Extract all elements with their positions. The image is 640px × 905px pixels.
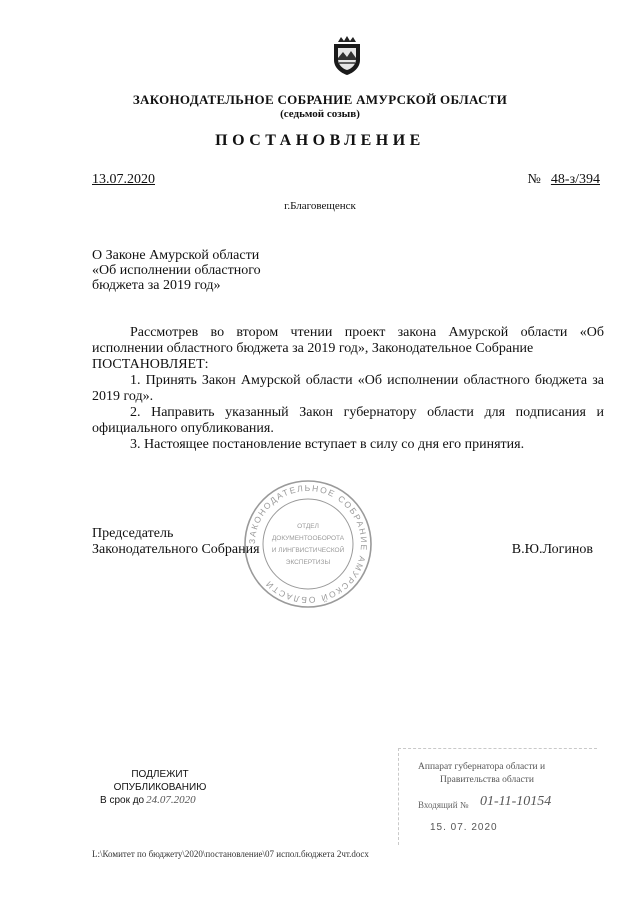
chairman-title-line: Законодательного Собрания <box>92 542 260 557</box>
registration-line: Правительства области <box>440 775 534 785</box>
organization-name: ЗАКОНОДАТЕЛЬНОЕ СОБРАНИЕ АМУРСКОЙ ОБЛАСТИ <box>132 92 508 107</box>
subject-heading <box>92 248 261 293</box>
publication-deadline <box>100 794 220 807</box>
seal-center-line: ОТДЕЛ <box>297 523 319 530</box>
chairman-title <box>92 526 260 558</box>
item-3: 3. Настоящее постановление вступает в силу со дня его принятия. <box>130 437 525 452</box>
subject-line: бюджета за 2019 год» <box>92 278 221 293</box>
resolves-heading: ПОСТАНОВЛЯЕТ: <box>92 357 209 372</box>
seal-center-line: ЭКСПЕРТИЗЫ <box>285 559 331 566</box>
registration-stamp <box>398 748 596 844</box>
seal-center-line: ДОКУМЕНТООБОРОТА <box>271 535 345 542</box>
deadline-value: 24.07.2020 <box>146 794 196 806</box>
incoming-label: Входящий № <box>418 800 469 810</box>
publication-line: ОПУБЛИКОВАНИЮ <box>113 782 207 793</box>
publication-line: ПОДЛЕЖИТ <box>131 769 189 780</box>
intro-paragraph: Рассмотрев во втором чтении проект закона Амурской области «Об исполнении областного бюджета за 2019 год», Законодательное Собрание <box>92 325 604 356</box>
item-1: 1. Принять Закон Амурской области «Об исполнении областного бюджета за 2019 год». <box>92 373 604 404</box>
subject-line: О Законе Амурской области <box>92 248 260 263</box>
file-path-footer: L:\Комитет по бюджету\2020\постановление\07 испол.бюджета 2чт.docx <box>92 849 369 859</box>
convocation: (седьмой созыв) <box>280 108 360 120</box>
item-2: 2. Направить указанный Закон губернатору области для подписания и официального опубликования. <box>92 405 604 436</box>
subject-line: «Об исполнении областного <box>92 263 261 278</box>
document-title: ПОСТАНОВЛЕНИЕ <box>215 132 425 149</box>
publication-stamp <box>100 768 220 807</box>
registration-date: 15. 07. 2020 <box>430 822 498 833</box>
document-number <box>528 172 600 188</box>
seal-outer-text: ЗАКОНОДАТЕЛЬНОЕ СОБРАНИЕ АМУРСКОЙ ОБЛАСТИ <box>246 482 370 606</box>
signatory-name: В.Ю.Логинов <box>511 542 593 557</box>
number-value: 48-з/394 <box>550 172 600 187</box>
round-seal-icon <box>242 478 374 610</box>
city: г.Благовещенск <box>284 200 356 212</box>
seal-center-line: И ЛИНГВИСТИЧЕСКОЙ <box>271 547 345 554</box>
coat-of-arms-icon <box>328 34 366 76</box>
incoming-number: 01-11-10154 <box>480 794 552 809</box>
svg-text:ЗАКОНОДАТЕЛЬНОЕ СОБРАНИЕ АМУРС <box>247 483 369 605</box>
chairman-title-line: Председатель <box>92 526 174 541</box>
document-date: 13.07.2020 <box>92 172 155 187</box>
number-sign: № <box>527 172 541 187</box>
resolution-body <box>92 325 604 453</box>
deadline-label: В срок до <box>100 795 145 806</box>
registration-line: Аппарат губернатора области и <box>418 762 546 772</box>
